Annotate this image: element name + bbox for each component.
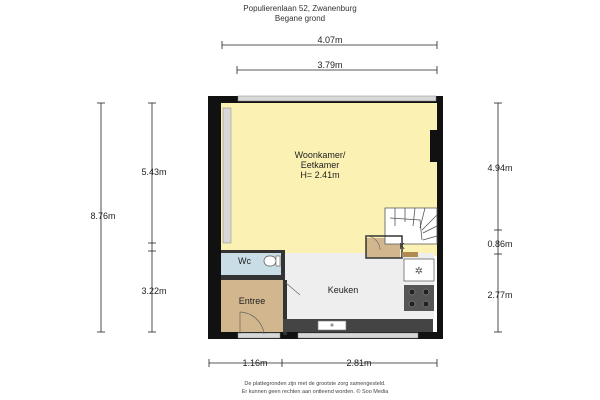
burner-icon <box>409 301 415 307</box>
entrance-label: Entree <box>238 296 266 306</box>
disclaimer-line-1: De plattegronden zijn met de grootste zorg samengesteld. <box>244 381 386 387</box>
toilet-tank-icon <box>276 256 280 266</box>
toilet-top-wall <box>221 250 283 253</box>
dim-right-upper-label: 4.94m <box>487 163 513 173</box>
stove <box>404 285 434 311</box>
right-cabinet <box>430 130 437 162</box>
left-window <box>223 108 231 243</box>
dim-right-middle-label: 0.86m <box>487 239 513 249</box>
right-wall <box>437 96 443 339</box>
meter-box <box>402 252 418 257</box>
ceiling-height-label: H= 2.41m <box>300 170 340 180</box>
cupboard-label: K <box>399 242 405 251</box>
entrance-floor <box>221 280 283 338</box>
dimension-left-split <box>148 103 156 332</box>
kitchen-counter <box>283 319 433 332</box>
burner-icon <box>423 289 429 295</box>
toilet-side-wall <box>281 250 285 280</box>
burner-icon <box>423 301 429 307</box>
front-door-window <box>238 333 280 338</box>
burner-icon <box>409 289 415 295</box>
snowflake-icon: ✲ <box>414 266 424 277</box>
living-room-label: Woonkamer/ <box>294 150 346 160</box>
sink-drain-icon <box>330 323 333 326</box>
dim-bottom-right-label: 2.81m <box>346 358 372 368</box>
toilet-entrance-wall <box>221 275 283 280</box>
dim-left-lower-label: 3.22m <box>141 286 167 296</box>
dim-right-lower-label: 2.77m <box>487 290 513 300</box>
toilet-bowl-icon <box>264 256 276 266</box>
dim-top-inner-label: 3.79m <box>317 60 343 70</box>
floor-title: Begane grond <box>274 14 326 23</box>
bottom-window <box>298 333 418 338</box>
living-room-label-2: Eetkamer <box>300 160 340 170</box>
dim-left-upper-label: 5.43m <box>141 167 167 177</box>
disclaimer-line-2: Er kunnen geen rechten aan ontleend worden. © Soo Media <box>241 389 389 395</box>
address-title: Populierenlaan 52, Zwanenburg <box>243 4 357 13</box>
dim-top-outer-label: 4.07m <box>317 35 343 45</box>
dim-left-total-label: 8.76m <box>90 211 116 221</box>
kitchen-label: Keuken <box>327 285 359 295</box>
dim-bottom-left-label: 1.16m <box>242 358 268 368</box>
staircase <box>385 208 437 244</box>
left-wall <box>208 96 221 339</box>
toilet-label: Wc <box>238 256 251 266</box>
top-window <box>238 96 436 101</box>
